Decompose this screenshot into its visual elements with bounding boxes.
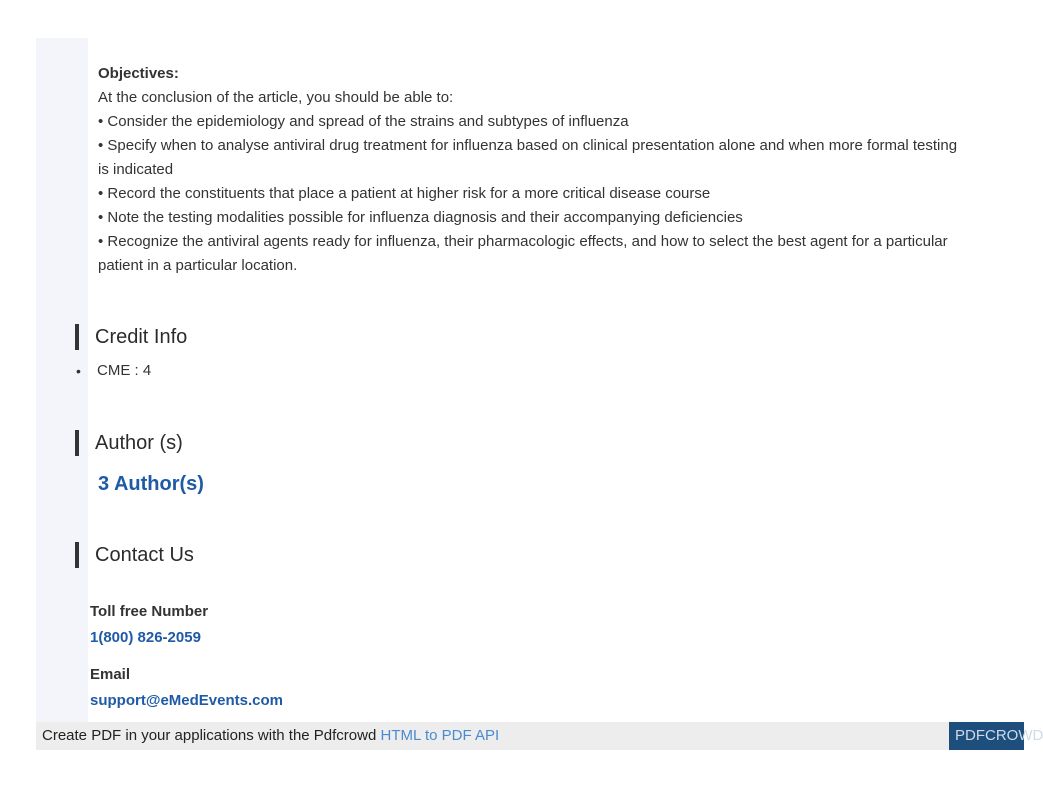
authors-link[interactable]: 3 Author(s) <box>98 473 204 495</box>
pdfcrowd-badge[interactable]: PDFCROWD <box>949 722 1024 750</box>
footer-text: Create PDF in your applications with the Pdfcrowd <box>42 727 381 744</box>
credit-list <box>76 360 151 382</box>
credit-info-heading: Credit Info <box>75 324 187 350</box>
pdf-footer-bar <box>36 722 949 750</box>
phone-label: Toll free Number <box>90 603 209 620</box>
objective-item: • Record the constituents that place a patient at higher risk for a more critical disease course <box>98 185 711 202</box>
email-label: Email <box>90 666 131 683</box>
objectives-title: Objectives: <box>98 65 179 82</box>
contact-heading: Contact Us <box>75 542 194 568</box>
phone-link[interactable]: 1(800) 826-2059 <box>90 629 201 646</box>
objectives-section <box>98 62 968 278</box>
objective-item: • Consider the epidemiology and spread of the strains and subtypes of influenza <box>98 113 629 130</box>
objective-item: • Recognize the antiviral agents ready for influenza, their pharmacologic effects, and how to select the best agent for a particular patient in a particular location. <box>98 233 948 274</box>
authors-heading: Author (s) <box>75 430 183 456</box>
credit-item: • CME : 4 <box>76 360 151 382</box>
footer-api-link[interactable]: HTML to PDF API <box>380 727 500 744</box>
objective-item: • Note the testing modalities possible for influenza diagnosis and their accompanying deficiencies <box>98 209 743 226</box>
email-link[interactable]: support@eMedEvents.com <box>90 692 283 709</box>
objectives-intro: At the conclusion of the article, you should be able to: <box>98 89 454 106</box>
objective-item: • Specify when to analyse antiviral drug treatment for influenza based on clinical presentation alone and when more formal testing is indicated <box>98 137 958 178</box>
